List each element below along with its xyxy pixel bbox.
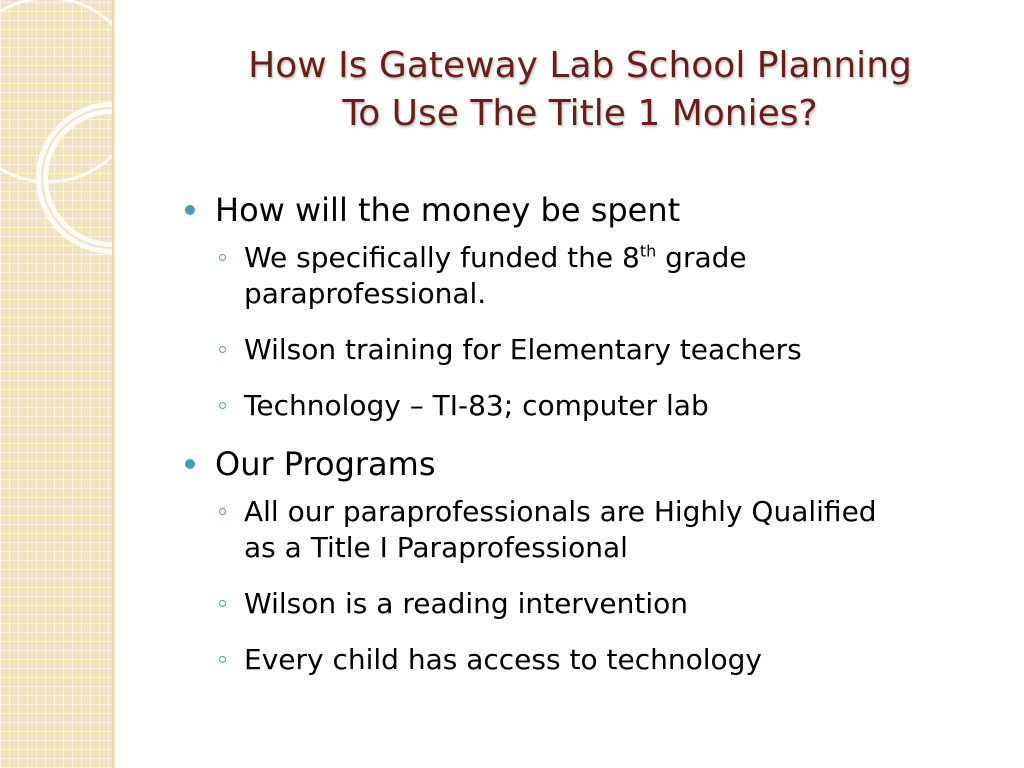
item-text: Technology – TI-83; computer lab	[244, 389, 709, 422]
sub-bullet-funded-paraprofessional	[183, 240, 983, 312]
heading-text: How will the money be spent	[215, 191, 681, 229]
item-text: Every child has access to technology	[244, 643, 762, 676]
heading-text: Our Programs	[215, 445, 436, 483]
decorative-circles	[0, 0, 112, 260]
bullet-our-programs	[183, 444, 983, 484]
sub-bullet-highly-qualified	[183, 494, 983, 566]
ring-bullet-icon	[219, 402, 226, 409]
item-text: Wilson is a reading intervention	[244, 587, 688, 620]
filled-bullet-icon	[185, 205, 195, 215]
title-line-2: To Use The Title 1 Monies?	[342, 93, 818, 134]
item-text-before-sup: We specifically funded the 8	[244, 241, 640, 274]
item-line-1	[244, 240, 983, 276]
ordinal-suffix: th	[639, 241, 657, 261]
slide-title	[150, 42, 1010, 138]
item-line-1: All our paraprofessionals are Highly Qualified	[244, 495, 877, 528]
bullet-how-money-spent	[183, 190, 983, 230]
ring-bullet-icon	[219, 254, 226, 261]
sub-bullet-technology-access	[183, 642, 983, 678]
decorative-sidebar	[0, 0, 112, 768]
sub-bullet-wilson-training	[183, 332, 983, 368]
ring-bullet-icon	[219, 346, 226, 353]
item-text-after-sup: grade	[656, 241, 747, 274]
large-ring	[0, 0, 112, 182]
item-line-2: as a Title I Paraprofessional	[244, 531, 628, 564]
item-line-2: paraprofessional.	[244, 277, 487, 310]
ring-bullet-icon	[219, 656, 226, 663]
sub-bullet-wilson-intervention	[183, 586, 983, 622]
ring-bullet-icon	[219, 600, 226, 607]
slide-body	[183, 190, 983, 698]
item-text: Wilson training for Elementary teachers	[244, 333, 802, 366]
filled-bullet-icon	[185, 459, 195, 469]
title-line-1: How Is Gateway Lab School Planning	[248, 45, 912, 86]
ring-bullet-icon	[219, 508, 226, 515]
sub-bullet-technology	[183, 388, 983, 424]
sidebar-divider	[112, 0, 115, 768]
